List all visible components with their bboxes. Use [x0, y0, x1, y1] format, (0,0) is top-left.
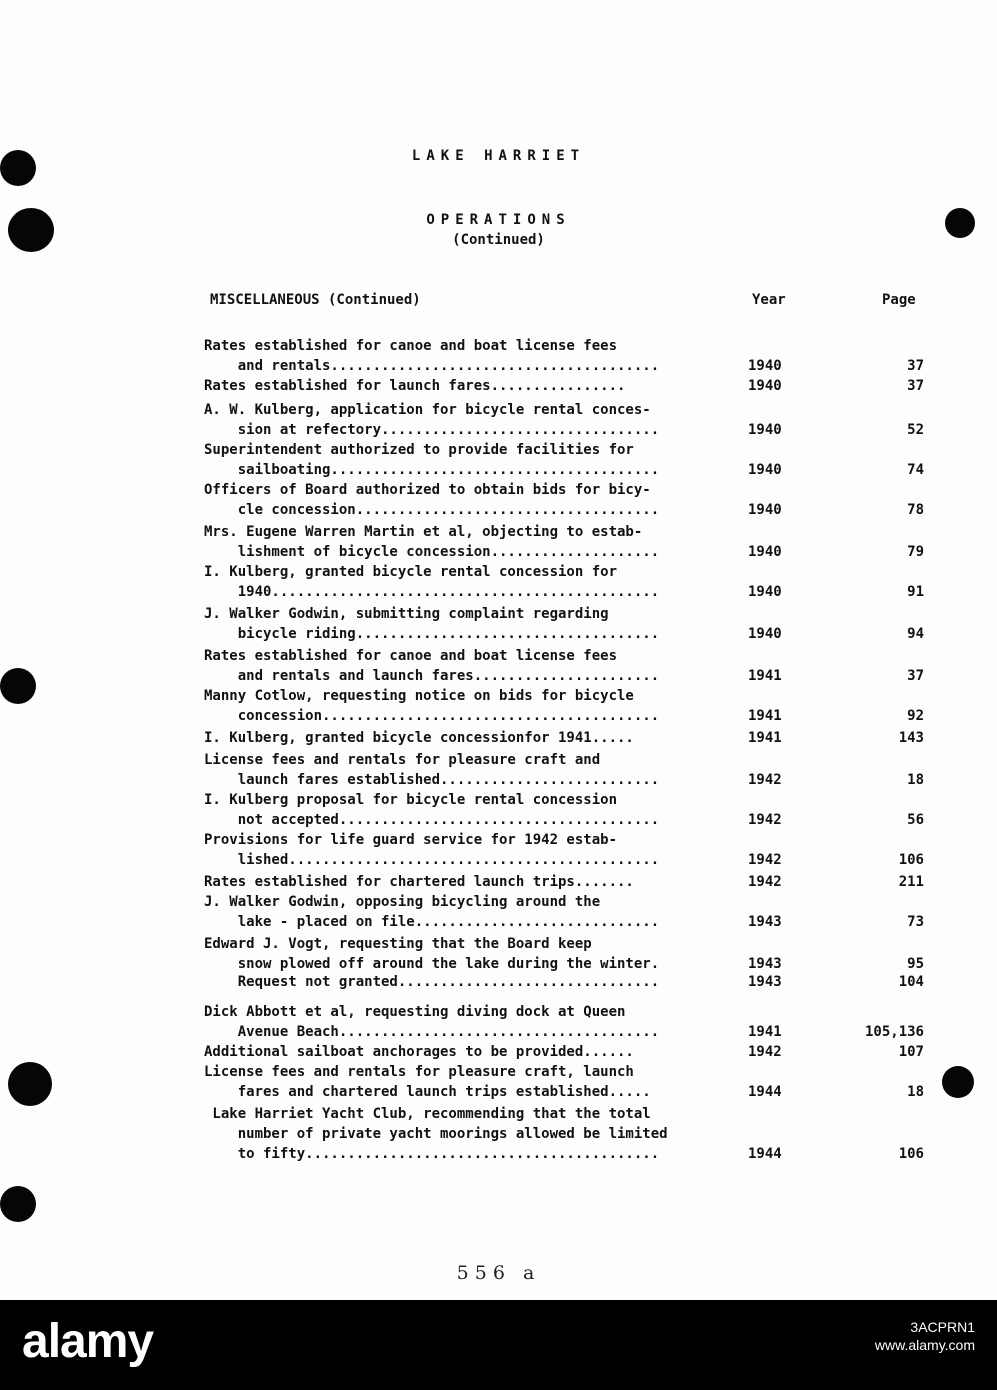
entry-text	[204, 972, 744, 992]
page-column-header: Page	[882, 292, 916, 308]
index-entry	[204, 750, 944, 790]
entry-page: 94	[907, 626, 924, 642]
binder-hole	[942, 1066, 974, 1098]
entry-page: 91	[907, 584, 924, 600]
entry-line: Edward J. Vogt, requesting that the Board keep	[204, 936, 592, 952]
entry-page: 37	[907, 358, 924, 374]
index-entry	[204, 562, 944, 602]
entry-text	[204, 686, 744, 726]
entry-page: 104	[898, 974, 924, 990]
index-entry	[204, 934, 944, 974]
entry-line: Rates established for canoe and boat license fees	[204, 648, 618, 664]
entry-page: 52	[907, 422, 924, 438]
index-entry	[204, 1002, 944, 1042]
entry-text	[204, 336, 744, 376]
entry-line: Avenue Beach......................................	[204, 1024, 660, 1040]
entry-year: 1943	[748, 974, 782, 990]
entry-year: 1940	[748, 462, 782, 478]
entry-year: 1944	[748, 1146, 782, 1162]
entry-text	[204, 1002, 744, 1042]
year-column-header: Year	[752, 292, 786, 308]
entry-text	[204, 830, 744, 870]
entry-year: 1942	[748, 812, 782, 828]
entry-year: 1942	[748, 852, 782, 868]
entry-text	[204, 1062, 744, 1102]
entry-year: 1940	[748, 502, 782, 518]
entry-year: 1944	[748, 1084, 782, 1100]
entry-year: 1941	[748, 1024, 782, 1040]
entry-text	[204, 440, 744, 480]
entry-line: License fees and rentals for pleasure craft, launch	[204, 1064, 634, 1080]
entry-line: Rates established for canoe and boat license fees	[204, 338, 618, 354]
entry-page: 95	[907, 956, 924, 972]
entry-line: Rates established for launch fares................	[204, 378, 626, 394]
entry-page: 105,136	[864, 1024, 924, 1040]
brand-logo: alamy	[22, 1315, 154, 1368]
entry-page: 73	[907, 914, 924, 930]
entry-page: 106	[898, 1146, 924, 1162]
entry-line: Mrs. Eugene Warren Martin et al, objecting to estab-	[204, 524, 643, 540]
entry-year: 1942	[748, 772, 782, 788]
entry-line: I. Kulberg, granted bicycle concessionfor 1941.....	[204, 730, 634, 746]
entry-text	[204, 934, 744, 974]
entry-line: I. Kulberg, granted bicycle rental concession for	[204, 564, 618, 580]
entry-line: launch fares established..........................	[204, 772, 660, 788]
entry-page: 78	[907, 502, 924, 518]
entry-text	[204, 872, 744, 892]
source-url: www.alamy.com	[874, 1337, 975, 1353]
entry-line: Manny Cotlow, requesting notice on bids for bicycle	[204, 688, 634, 704]
index-entry	[204, 440, 944, 480]
index-entry	[204, 790, 944, 830]
index-entry	[204, 604, 944, 644]
entry-page: 106	[898, 852, 924, 868]
entry-page: 18	[907, 1084, 924, 1100]
entry-page: 143	[898, 730, 924, 746]
entry-year: 1940	[748, 626, 782, 642]
entry-text	[204, 604, 744, 644]
entry-page: 107	[898, 1044, 924, 1060]
entry-line: Rates established for chartered launch trips.......	[204, 874, 634, 890]
entry-line: lished............................................	[204, 852, 660, 868]
entry-line: snow plowed off around the lake during the winter.	[204, 956, 660, 972]
entry-text	[204, 522, 744, 562]
page-number: 556 a	[456, 1262, 541, 1284]
entry-page: 92	[907, 708, 924, 724]
entry-year: 1942	[748, 874, 782, 890]
entry-line: Request not granted...............................	[204, 974, 660, 990]
entry-line: Dick Abbott et al, requesting diving dock at Queen	[204, 1004, 626, 1020]
index-entry	[204, 892, 944, 932]
entry-year: 1940	[748, 358, 782, 374]
entry-line: and rentals and launch fares......................	[204, 668, 660, 684]
index-entry	[204, 336, 944, 376]
binder-hole	[8, 1062, 52, 1106]
entry-page: 37	[907, 378, 924, 394]
entry-line: License fees and rentals for pleasure craft and	[204, 752, 601, 768]
binder-hole	[0, 1186, 36, 1222]
entry-year: 1941	[748, 708, 782, 724]
index-entry	[204, 1104, 944, 1162]
entry-text	[204, 400, 744, 440]
image-credit	[875, 1318, 975, 1354]
entry-page: 56	[907, 812, 924, 828]
entry-line: and rentals.......................................	[204, 358, 660, 374]
index-entry	[204, 480, 944, 520]
entry-line: sion at refectory.................................	[204, 422, 660, 438]
entry-text	[204, 790, 744, 830]
entry-line: Provisions for life guard service for 1942 estab-	[204, 832, 618, 848]
entry-text	[204, 750, 744, 790]
entry-year: 1943	[748, 956, 782, 972]
binder-hole	[0, 668, 36, 704]
entry-line: Superintendent authorized to provide facilities for	[204, 442, 634, 458]
entry-line: A. W. Kulberg, application for bicycle rental conces-	[204, 402, 651, 418]
entry-page: 37	[907, 668, 924, 684]
entry-line: to fifty..........................................	[204, 1146, 660, 1162]
section-title: OPERATIONS	[426, 212, 571, 228]
index-entry	[204, 686, 944, 726]
entry-text	[204, 646, 744, 686]
entry-line: Lake Harriet Yacht Club, recommending that the total	[204, 1106, 651, 1122]
entry-line: J. Walker Godwin, opposing bicycling around the	[204, 894, 601, 910]
entry-page: 18	[907, 772, 924, 788]
entry-line: sailboating.......................................	[204, 462, 660, 478]
entry-line: 1940..............................................	[204, 584, 660, 600]
entry-text	[204, 892, 744, 932]
entry-line: concession........................................	[204, 708, 660, 724]
entry-page: 79	[907, 544, 924, 560]
entry-line: Officers of Board authorized to obtain bids for bicy-	[204, 482, 651, 498]
entry-year: 1940	[748, 584, 782, 600]
entry-page: 74	[907, 462, 924, 478]
entry-line: J. Walker Godwin, submitting complaint regarding	[204, 606, 609, 622]
entry-year: 1940	[748, 544, 782, 560]
entry-text	[204, 376, 744, 396]
entry-line: cle concession....................................	[204, 502, 660, 518]
entry-line: number of private yacht moorings allowed be limited	[204, 1126, 668, 1142]
index-entry	[204, 400, 944, 440]
entry-text	[204, 728, 744, 748]
entry-line: I. Kulberg proposal for bicycle rental concession	[204, 792, 618, 808]
category-heading: MISCELLANEOUS (Continued)	[210, 292, 421, 308]
entry-line: fares and chartered launch trips established.....	[204, 1084, 651, 1100]
entry-year: 1940	[748, 378, 782, 394]
section-note: (Continued)	[452, 232, 545, 248]
entry-year: 1941	[748, 668, 782, 684]
entry-text	[204, 480, 744, 520]
entry-text	[204, 1042, 744, 1062]
entry-year: 1941	[748, 730, 782, 746]
entry-line: bicycle riding....................................	[204, 626, 660, 642]
entry-year: 1943	[748, 914, 782, 930]
image-id: 3ACPRN1	[910, 1319, 975, 1335]
index-entry	[204, 830, 944, 870]
entry-line: lishment of bicycle concession....................	[204, 544, 660, 560]
entry-line: lake - placed on file.............................	[204, 914, 660, 930]
entry-year: 1942	[748, 1044, 782, 1060]
index-entry	[204, 522, 944, 562]
entry-line: Additional sailboat anchorages to be provided......	[204, 1044, 634, 1060]
document-title: LAKE HARRIET	[411, 148, 586, 164]
entry-line: not accepted......................................	[204, 812, 660, 828]
index-entry	[204, 1062, 944, 1102]
entry-year: 1940	[748, 422, 782, 438]
entry-text	[204, 1104, 744, 1164]
entry-text	[204, 562, 744, 602]
entry-page: 211	[898, 874, 924, 890]
index-entry	[204, 646, 944, 686]
